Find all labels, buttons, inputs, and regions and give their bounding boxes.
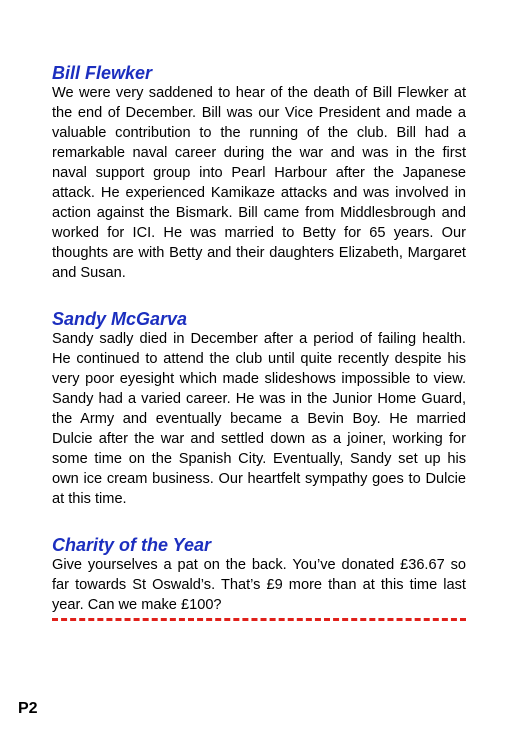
section-body: Sandy sadly died in December after a period of failing health. He continued to attend the club until quite recently despite his very poor eyesight which made slideshows impossible to view. Sandy had a varied career. He was in the Junior Home Guard, the Army and eventually became a Bevin Boy. He married Dulcie after the war and settled down as a joiner, working for some time on the Spanish City. Eventually, Sandy set up his own ice cream business. Our heartfelt sympathy goes to Dulcie at this time. [52,331,466,507]
section-heading: Bill Flewker [52,63,153,83]
dashed-divider [52,618,466,621]
page-number: P2 [18,700,38,717]
newsletter-page [52,63,466,621]
section-heading: Charity of the Year [52,535,212,555]
section-sandy-mcgarva [52,309,466,509]
section-charity-of-the-year [52,535,466,615]
section-body: We were very saddened to hear of the death of Bill Flewker at the end of December. Bill was our Vice President and made a valuable contribution to the running of the club. Bill had a remarkable naval career during the war and was in the first naval support group into Pearl Harbour after the Japanese attack. He experienced Kamikaze attacks and was involved in action against the Bismark. Bill came from Middlesbrough and worked for ICI. He was married to Betty for 65 years. Our thoughts are with Betty and their daughters Elizabeth, Margaret and Susan. [52,85,466,281]
section-bill-flewker [52,63,466,283]
section-heading: Sandy McGarva [52,309,188,329]
section-body: Give yourselves a pat on the back. You’ve donated £36.67 so far towards St Oswald’s. That’s £9 more than at this time last year. Can we make £100? [52,557,466,613]
